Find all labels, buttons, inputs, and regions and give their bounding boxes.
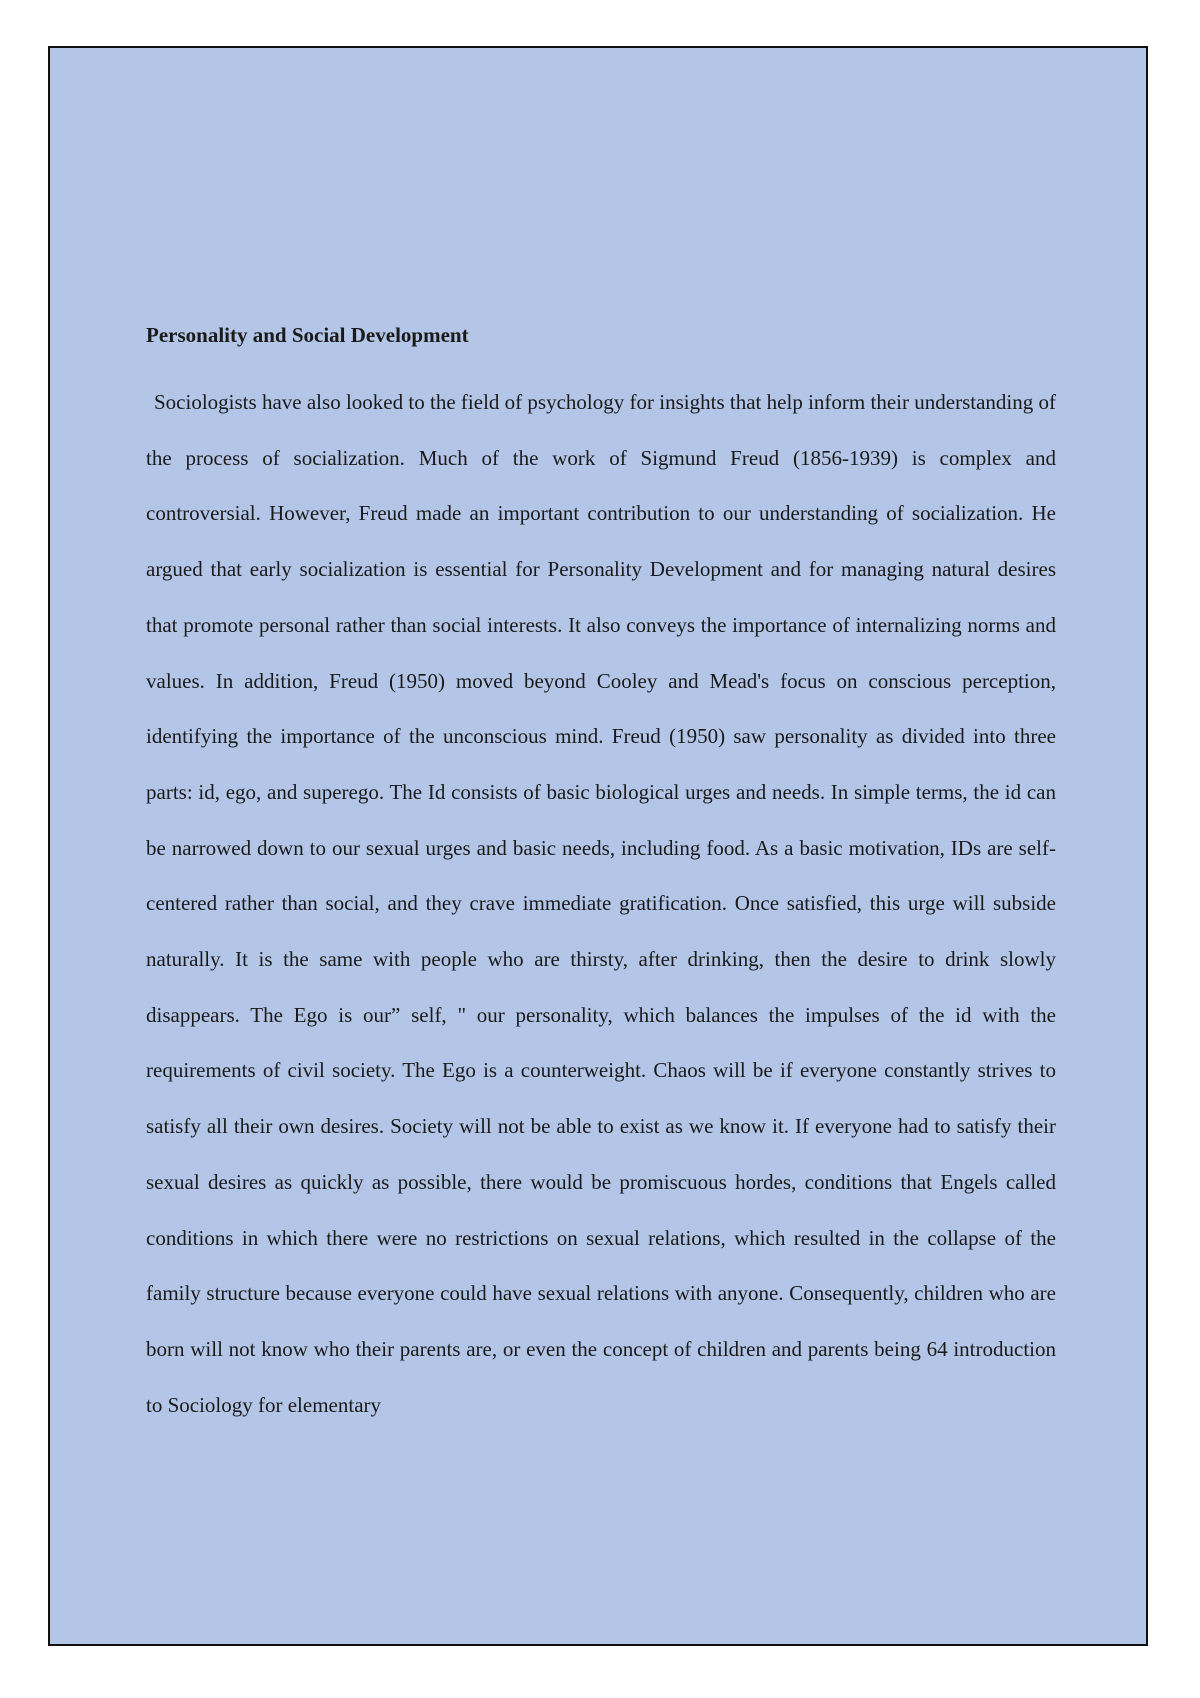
page-frame bbox=[48, 46, 1148, 1646]
document-content bbox=[146, 320, 1056, 1433]
section-heading: Personality and Social Development bbox=[146, 323, 469, 347]
body-paragraph: Sociologists have also looked to the field of psychology for insights that help inform their understanding of the process of socialization. Much of the work of Sigmund Freud (1856-1939) is complex and controversial. However, Freud made an important contribution to our understanding of socialization. He argued that early socialization is essential for Personality Development and for managing natural desires that promote personal rather than social interests. It also conveys the importance of internalizing norms and values. In addition, Freud (1950) moved beyond Cooley and Mead's focus on conscious perception, identifying the importance of the unconscious mind. Freud (1950) saw personality as divided into three parts: id, ego, and superego. The Id consists of basic biological urges and needs. In simple terms, the id can be narrowed down to our sexual urges and basic needs, including food. As a basic motivation, IDs are self-centered rather than social, and they crave immediate gratification. Once satisfied, this urge will subside naturally. It is the same with people who are thirsty, after drinking, then the desire to drink slowly disappears. The Ego is our” self, " our personality, which balances the impulses of the id with the requirements of civil society. The Ego is a counterweight. Chaos will be if everyone constantly strives to satisfy all their own desires. Society will not be able to exist as we know it. If everyone had to satisfy their sexual desires as quickly as possible, there would be promiscuous hordes, conditions that Engels called conditions in which there were no restrictions on sexual relations, which resulted in the collapse of the family structure because everyone could have sexual relations with anyone. Consequently, children who are born will not know who their parents are, or even the concept of children and parents being 64 introduction to Sociology for elementary bbox=[146, 390, 1056, 1417]
